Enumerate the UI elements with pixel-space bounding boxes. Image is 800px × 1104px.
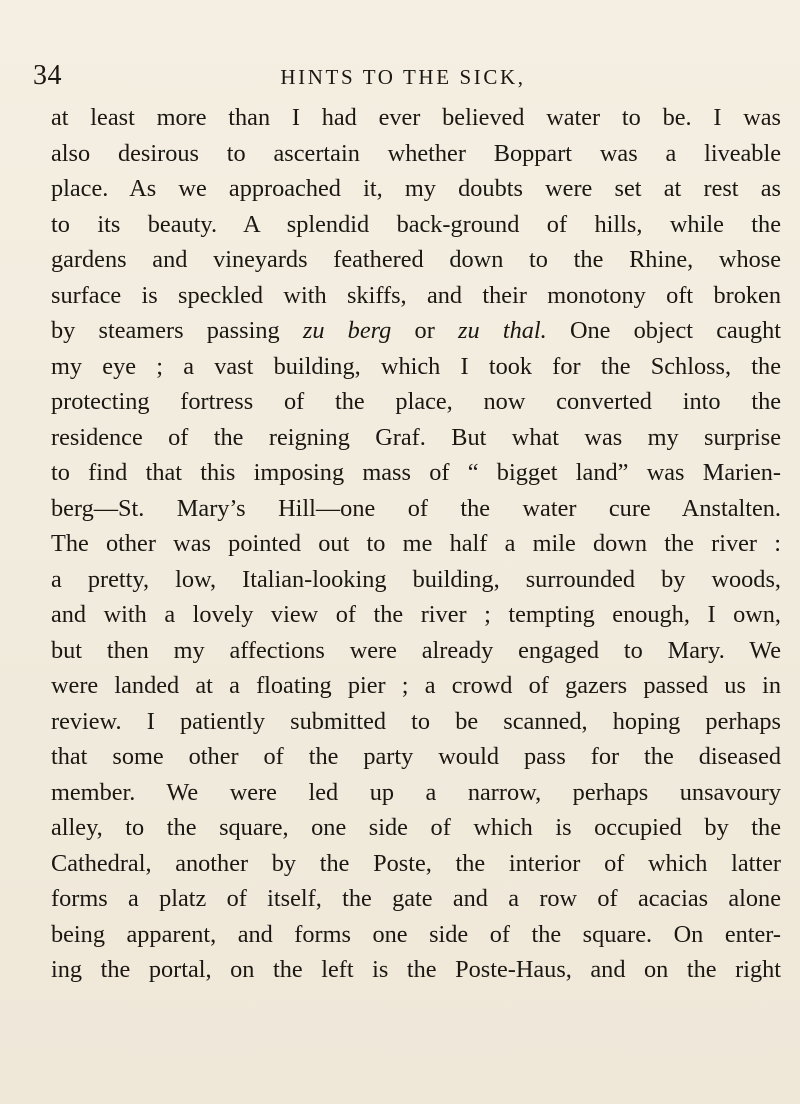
text-line: member. We were led up a narrow, perhaps unsavoury bbox=[51, 778, 781, 806]
text-line: a pretty, low, Italian-looking building, surrounded by woods, bbox=[51, 565, 781, 593]
text-run: by steamers passing bbox=[51, 317, 303, 344]
text-line: were landed at a floating pier ; a crowd of gazers passed us in bbox=[51, 672, 781, 699]
text-line: that some other of the party would pass for the diseased bbox=[51, 743, 781, 770]
text-line: at least more than I had ever believed water to be. I was bbox=[51, 104, 781, 131]
text-line: ing the portal, on the left is the Poste-Haus, and on the right bbox=[51, 956, 781, 983]
italic-phrase: zu berg bbox=[302, 317, 392, 344]
text-line: to find that this imposing mass of “ bigget land” was Marien- bbox=[51, 459, 781, 486]
text-line: to its beauty. A splendid back-ground of hills, while the bbox=[51, 210, 781, 238]
page-header bbox=[0, 58, 800, 94]
italic-phrase: zu thal. bbox=[458, 317, 547, 344]
running-head: HINTS TO THE SICK, bbox=[280, 65, 526, 89]
text-line: berg—St. Mary’s Hill—one of the water cure Anstalten. bbox=[51, 494, 781, 522]
text-line: forms a platz of itself, the gate and a row of acacias alone bbox=[51, 885, 781, 912]
text-line: also desirous to ascertain whether Boppart was a liveable bbox=[51, 139, 781, 167]
text-line: being apparent, and forms one side of the square. On enter- bbox=[51, 920, 781, 948]
text-line: and with a lovely view of the river ; tempting enough, I own, bbox=[51, 601, 781, 628]
text-run: or bbox=[391, 317, 459, 344]
body-text bbox=[51, 100, 781, 988]
text-line: alley, to the square, one side of which is occupied by the bbox=[51, 814, 781, 841]
text-line: my eye ; a vast building, which I took for the Schloss, the bbox=[51, 352, 781, 380]
text-line: but then my affections were already engaged to Mary. We bbox=[51, 636, 781, 664]
text-line bbox=[51, 313, 781, 349]
page-number: 34 bbox=[33, 60, 62, 91]
text-line: review. I patiently submitted to be scanned, hoping perhaps bbox=[51, 707, 781, 735]
text-line: residence of the reigning Graf. But what was my surprise bbox=[51, 423, 781, 451]
text-line: Cathedral, another by the Poste, the interior of which latter bbox=[51, 849, 781, 877]
text-line: gardens and vineyards feathered down to the Rhine, whose bbox=[51, 246, 781, 273]
text-line: place. As we approached it, my doubts were set at rest as bbox=[51, 175, 781, 202]
text-line: The other was pointed out to me half a mile down the river : bbox=[51, 530, 781, 557]
text-line: protecting fortress of the place, now converted into the bbox=[51, 388, 781, 415]
text-line: surface is speckled with skiffs, and their monotony oft broken bbox=[51, 281, 781, 309]
text-run: One object caught bbox=[546, 317, 781, 344]
